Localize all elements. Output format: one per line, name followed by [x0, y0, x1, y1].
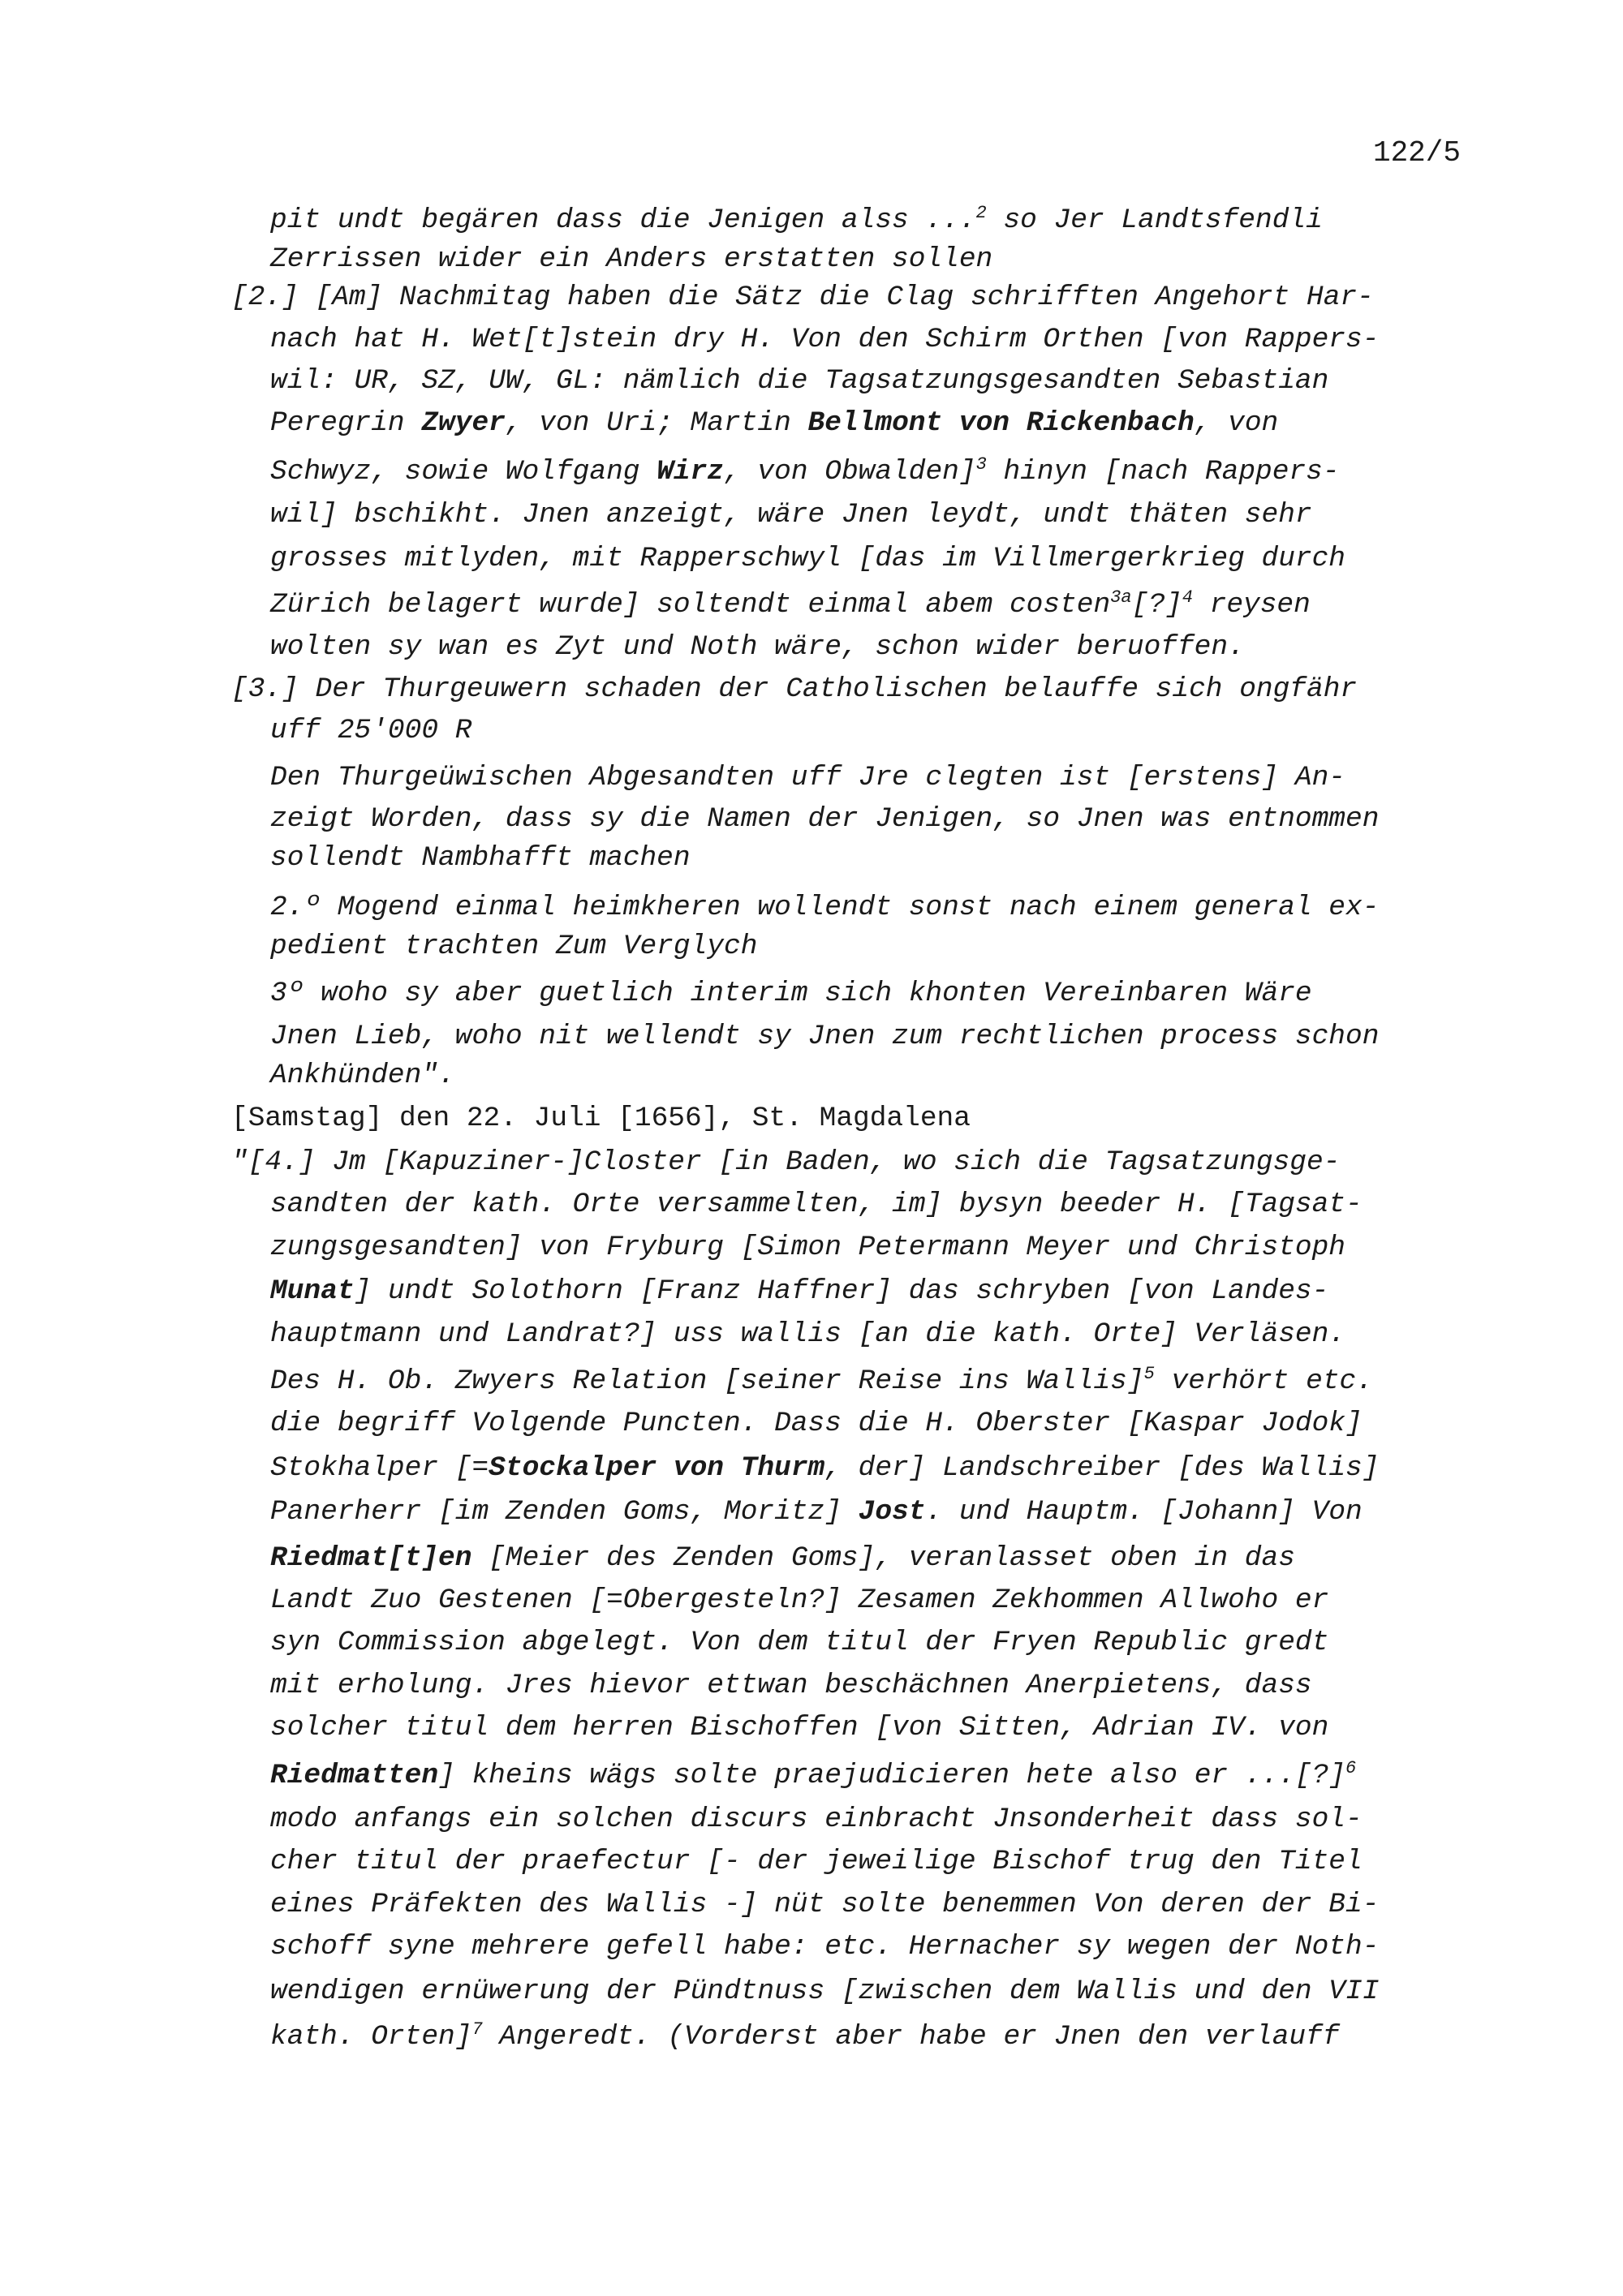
text-line: mit erholung. Jres hievor ettwan beschächnen Anerpietens, dass	[270, 1669, 1312, 1701]
text-line: zeigt Worden, dass sy die Namen der Jenigen, so Jnen was entnommen	[270, 802, 1380, 835]
footnote-ref: 4	[1182, 587, 1193, 608]
text-line: 3º woho sy aber guetlich interim sich khonten Vereinbaren Wäre	[270, 978, 1312, 1010]
text-line: uff 25'000 R	[270, 714, 472, 746]
footnote-ref: 5	[1143, 1363, 1155, 1384]
text-line: Schwyz, sowie Wolfgang Wirz, von Obwalden]$^3$ hinyn [nach Rappers-	[270, 454, 1340, 488]
person-name: Stockalper von Thurm	[489, 1451, 825, 1484]
person-name: Munat	[270, 1275, 355, 1308]
footnote-ref: 7	[471, 2019, 483, 2040]
footnote-ref: 6	[1345, 1757, 1357, 1778]
text-line: wil: UR, SZ, UW, GL: nämlich die Tagsatzungsgesandten Sebastian	[270, 364, 1329, 397]
text-line: Jnen Lieb, woho nit wellendt sy Jnen zum rechtlichen process schon	[270, 1020, 1380, 1052]
text-line: Panerherr [im Zenden Goms, Moritz] Jost. und Hauptm. [Johann] Von	[270, 1496, 1363, 1529]
person-name: Zwyer	[421, 407, 506, 440]
text-line: nach hat H. Wet[t]stein dry H. Von den Schirm Orthen [von Rappers-	[270, 324, 1380, 356]
text-line: [2.] [Am] Nachmitag haben die Sätz die Clag schrifften Angehort Har-	[231, 281, 1374, 313]
text-line: Ankhünden".	[270, 1060, 455, 1092]
text-line: kath. Orten]$^7$ Angeredt. (Vorderst aber habe er Jnen den verlauff	[270, 2019, 1340, 2053]
text-line: grosses mitlyden, mit Rapperschwyl [das im Villmergerkrieg durch	[270, 543, 1346, 575]
person-name: Bellmont von Rickenbach	[807, 407, 1195, 440]
text-line: Munat] undt Solothorn [Franz Haffner] das schryben [von Landes-	[270, 1275, 1329, 1308]
text-line: eines Präfekten des Wallis -] nüt solte benemmen Von deren der Bi-	[270, 1888, 1380, 1920]
text-line: [3.] Der Thurgeuwern schaden der Catholischen belauffe sich ongfähr	[231, 673, 1358, 706]
text-line: sollendt Nambhafft machen	[270, 842, 691, 875]
text-line: Landt Zuo Gestenen [=Obergesteln?] Zesamen Zekhommen Allwoho er	[270, 1584, 1329, 1616]
text-line: die begriff Volgende Puncten. Dass die H. Oberster [Kaspar Jodok]	[270, 1408, 1363, 1440]
text-line: Den Thurgeüwischen Abgesandten uff Jre clegten ist [erstens] An-	[270, 762, 1346, 794]
person-name: Riedmat[t]en	[270, 1541, 472, 1574]
text-line: "[4.] Jm [Kapuziner-]Closter [in Baden, wo sich die Tagsatzungsge-	[231, 1146, 1341, 1178]
text-line: pit undt begären dass die Jenigen alss ...$^2$ so Jer Landtsfendli	[270, 203, 1323, 236]
text-line: Peregrin Zwyer, von Uri; Martin Bellmont von Rickenbach, von	[270, 407, 1279, 440]
person-name: Riedmatten	[270, 1759, 439, 1791]
text-line: wil] bschikht. Jnen anzeigt, wäre Jnen leydt, undt thäten sehr	[270, 498, 1312, 531]
text-line: 2.º Mogend einmal heimkheren wollendt sonst nach einem general ex-	[270, 891, 1380, 923]
text-line: zungsgesandten] von Fryburg [Simon Petermann Meyer und Christoph	[270, 1231, 1346, 1263]
footnote-ref: 3a	[1110, 587, 1132, 608]
text-line: syn Commission abgelegt. Von dem titul der Fryen Republic gredt	[270, 1627, 1329, 1659]
text-line: Stokhalper [=Stockalper von Thurm, der] Landschreiber [des Wallis]	[270, 1451, 1380, 1484]
text-line: Riedmatten] kheins wägs solte praejudicieren hete also er ...[?]$^6$	[270, 1757, 1357, 1791]
date-heading: [Samstag] den 22. Juli [1656], St. Magdalena	[231, 1102, 971, 1134]
footnote-ref: 2	[975, 203, 987, 223]
text-line: schoff syne mehrere gefell habe: etc. Hernacher sy wegen der Noth-	[270, 1931, 1380, 1963]
text-line: modo anfangs ein solchen discurs einbracht Jnsonderheit dass sol-	[270, 1804, 1363, 1836]
transcription-text	[231, 201, 1481, 2053]
footnote-ref: 3	[975, 454, 987, 475]
text-line: solcher titul dem herren Bischoffen [von Sitten, Adrian IV. von	[270, 1712, 1329, 1744]
text-line: wendigen ernüwerung der Pündtnuss [zwischen dem Wallis und den VII	[270, 1975, 1380, 2007]
text-line: Riedmat[t]en [Meier des Zenden Goms], veranlasset oben in das	[270, 1541, 1295, 1574]
page-number: 122/5	[1372, 136, 1461, 170]
person-name: Wirz	[657, 456, 725, 488]
person-name: Jost	[858, 1496, 926, 1529]
text-line: sandten der kath. Orte versammelten, im] bysyn beeder H. [Tagsat-	[270, 1189, 1363, 1221]
text-line: wolten sy wan es Zyt und Noth wäre, schon wider beruoffen.	[270, 631, 1245, 664]
text-line: hauptmann und Landrat?] uss wallis [an die kath. Orte] Verläsen.	[270, 1318, 1346, 1350]
text-line: Zerrissen wider ein Anders erstatten sollen	[270, 243, 993, 276]
text-line: Zürich belagert wurde] soltendt einmal abem costen$^{3a}$[?]$^4$ reysen	[270, 587, 1311, 621]
text-line: pedient trachten Zum Verglych	[270, 930, 758, 962]
text-line: cher titul der praefectur [- der jeweilige Bischof trug den Titel	[270, 1846, 1363, 1878]
text-line: Des H. Ob. Zwyers Relation [seiner Reise ins Wallis]$^5$ verhört etc.	[270, 1363, 1373, 1397]
